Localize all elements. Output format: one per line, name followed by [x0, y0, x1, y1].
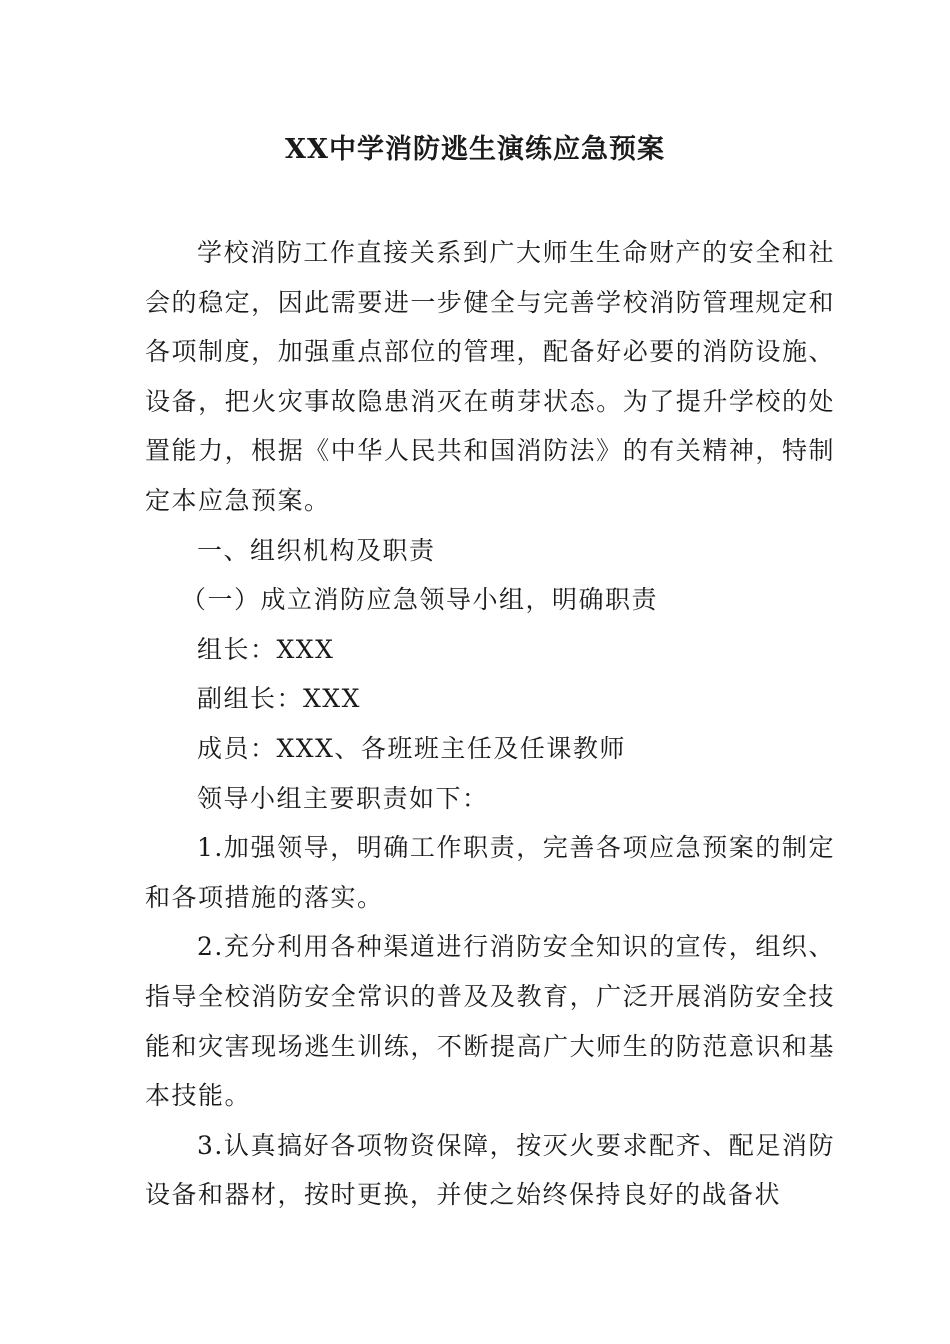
- document-body: [145, 228, 835, 1220]
- deputy-leader-line: 副组长：XXX: [197, 684, 361, 714]
- section-heading-organization: 一、组织机构及职责: [197, 535, 436, 565]
- duties-intro-line: 领导小组主要职责如下：: [197, 783, 489, 813]
- intro-paragraph: 学校消防工作直接关系到广大师生生命财产的安全和社会的稳定，因此需要进一步健全与完善学校消防管理规定和各项制度，加强重点部位的管理，配备好必要的消防设施、设备，把火灾事故隐患消灭在萌芽状态。为了提升学校的处置能力，根据《中华人民共和国消防法》的有关精神，特制定本应急预案。: [145, 238, 835, 515]
- group-leader-line: 组长：XXX: [197, 634, 335, 664]
- subsection-heading-leadership-group: （一）成立消防应急领导小组，明确职责: [181, 585, 659, 615]
- duty-item-3: 3.认真搞好各项物资保障，按灭火要求配齐、配足消防设备和器材，按时更换，并使之始终保持良好的战备状: [145, 1130, 835, 1210]
- members-line: 成员：XXX、各班班主任及任课教师: [197, 733, 626, 763]
- duty-item-1: 1.加强领导，明确工作职责，完善各项应急预案的制定和各项措施的落实。: [145, 833, 835, 912]
- document-title: XX中学消防逃生演练应急预案: [285, 134, 665, 165]
- duty-item-2: 2.充分利用各种渠道进行消防安全知识的宣传，组织、指导全校消防安全常识的普及及教育，广泛开展消防安全技能和灾害现场逃生训练，不断提高广大师生的防范意识和基本技能。: [145, 932, 835, 1111]
